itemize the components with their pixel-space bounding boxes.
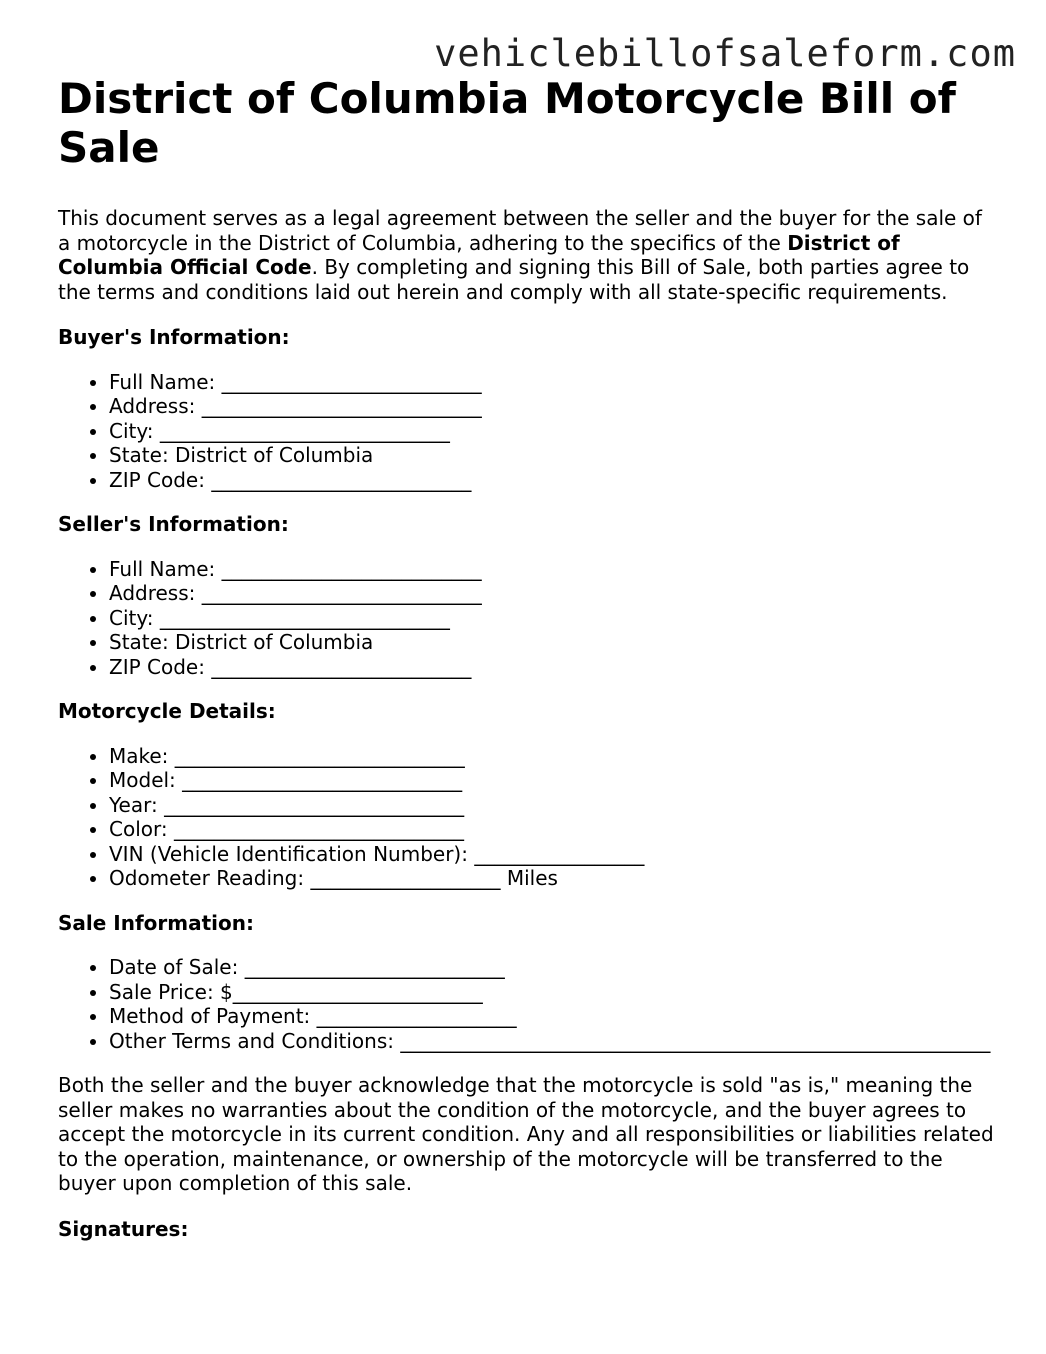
list-item: • ZIP Code: __________________________ (109, 655, 998, 680)
seller-heading: Seller's Information: (58, 512, 289, 536)
site-watermark: vehiclebillofsaleform.com (434, 32, 1016, 75)
as-is-paragraph: Both the seller and the buyer acknowledge that the motorcycle is sold "as is," meaning the seller makes no warranties about the condition of the motorcycle, and the buyer agrees to accept the motorcycle in its current condition. Any and all responsibilities or liabilities related to the operation, maintenance, or ownership of the motorcycle will be transferred to the buyer upon completion of this sale. (58, 1073, 994, 1195)
list-item: • Year: ______________________________ (109, 793, 998, 818)
list-item: • Odometer Reading: ___________________ Miles (109, 866, 998, 891)
list-item: • Address: ____________________________ (109, 394, 998, 419)
intro-bold-code: District of Columbia Official Code (58, 230, 900, 279)
list-item: • VIN (Vehicle Identification Number): _________________ (109, 842, 998, 867)
list-item: • Model: ____________________________ (109, 768, 998, 793)
list-item: • Other Terms and Conditions: ___________________________________________________________ (109, 1029, 998, 1054)
motorcycle-heading: Motorcycle Details: (58, 699, 276, 723)
list-item: • Full Name: __________________________ (109, 557, 998, 582)
intro-text-2: . By completing and signing this Bill of Sale, both parties agree to the terms and conditions laid out herein and comply with all state-specific requirements. (58, 255, 970, 304)
list-item: • Make: _____________________________ (109, 744, 998, 769)
motorcycle-list (58, 744, 998, 891)
document-page (58, 74, 998, 1241)
buyer-list (58, 370, 998, 493)
seller-list (58, 557, 998, 680)
list-item: • City: _____________________________ (109, 606, 998, 631)
intro-text-1: This document serves as a legal agreement between the seller and the buyer for the sale of a motorcycle in the District of Columbia, adhering to the specifics of the (58, 206, 982, 255)
list-item: • State: District of Columbia (109, 630, 998, 655)
list-item: • City: _____________________________ (109, 419, 998, 444)
list-item: • State: District of Columbia (109, 443, 998, 468)
sale-heading: Sale Information: (58, 910, 254, 935)
list-item: • Date of Sale: __________________________ (109, 955, 998, 980)
signatures-heading: Signatures: (58, 1216, 189, 1241)
list-item: • Method of Payment: ____________________ (109, 1004, 998, 1029)
list-item: • Address: ____________________________ (109, 581, 998, 606)
intro-paragraph (58, 206, 998, 304)
sale-list (58, 955, 998, 1053)
document-title: District of Columbia Motorcycle Bill of Sale (58, 74, 956, 172)
list-item: • Color: _____________________________ (109, 817, 998, 842)
list-item: • Sale Price: $_________________________ (109, 980, 998, 1005)
buyer-heading: Buyer's Information: (58, 325, 290, 349)
list-item: • Full Name: __________________________ (109, 370, 998, 395)
list-item: • ZIP Code: __________________________ (109, 468, 998, 493)
